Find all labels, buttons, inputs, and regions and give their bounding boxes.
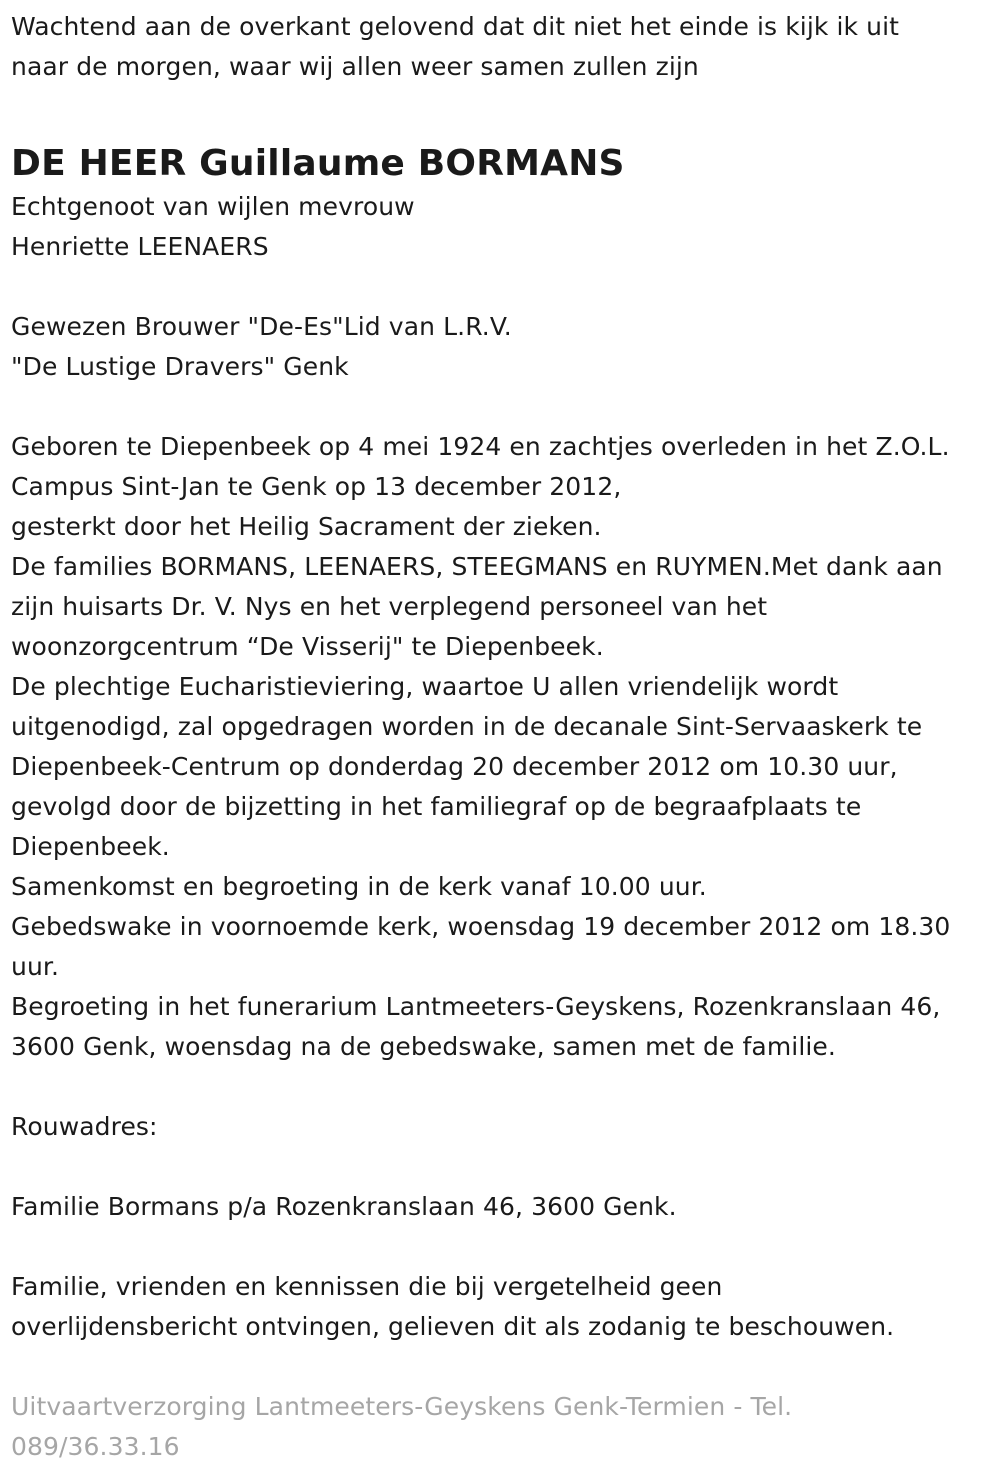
death-notice <box>11 7 996 1467</box>
body-line: gevolgd door de bijzetting in het familiegraf op de begraafplaats te <box>11 792 862 821</box>
motto-line: Wachtend aan de overkant gelovend dat dit niet het einde is kijk ik uit <box>11 12 900 41</box>
body-line: Diepenbeek-Centrum op donderdag 20 december 2012 om 10.30 uur, <box>11 752 898 781</box>
body-line: Begroeting in het funerarium Lantmeeters-Geyskens, Rozenkranslaan 46, <box>11 992 941 1021</box>
closing-line: overlijdensbericht ontvingen, gelieven dit als zodanig te beschouwen. <box>11 1312 895 1341</box>
motto <box>11 7 996 87</box>
body-line: Geboren te Diepenbeek op 4 mei 1924 en zachtjes overleden in het Z.O.L. <box>11 432 950 461</box>
funeral-director-footer <box>11 1387 996 1467</box>
occupation-line: "De Lustige Dravers" Genk <box>11 352 349 381</box>
closing-note <box>11 1267 996 1347</box>
body-line: uur. <box>11 952 60 981</box>
spouse-line: Henriette LEENAERS <box>11 232 269 261</box>
body-line: Gebedswake in voornoemde kerk, woensdag 19 december 2012 om 18.30 <box>11 912 951 941</box>
body-text <box>11 427 996 1067</box>
footer-line: 089/36.33.16 <box>11 1432 180 1461</box>
body-line: Diepenbeek. <box>11 832 170 861</box>
footer-line: Uitvaartverzorging Lantmeeters-Geyskens Genk-Termien - Tel. <box>11 1392 793 1421</box>
rouwadres-label: Rouwadres: <box>11 1112 158 1141</box>
spouse-block <box>11 187 996 267</box>
body-line: De plechtige Eucharistieviering, waartoe U allen vriendelijk wordt <box>11 672 839 701</box>
body-line: 3600 Genk, woensdag na de gebedswake, samen met de familie. <box>11 1032 836 1061</box>
body-line: De families BORMANS, LEENAERS, STEEGMANS en RUYMEN.Met dank aan <box>11 552 943 581</box>
spacer <box>11 1347 996 1387</box>
body-line: Campus Sint-Jan te Genk op 13 december 2012, <box>11 472 622 501</box>
spacer <box>11 267 996 307</box>
body-line: gesterkt door het Heilig Sacrament der zieken. <box>11 512 602 541</box>
spacer <box>11 1147 996 1187</box>
occupation-line: Gewezen Brouwer "De-Es"Lid van L.R.V. <box>11 312 512 341</box>
body-line: woonzorgcentrum “De Visserij" te Diepenbeek. <box>11 632 604 661</box>
closing-line: Familie, vrienden en kennissen die bij vergetelheid geen <box>11 1272 723 1301</box>
body-line: zijn huisarts Dr. V. Nys en het verplegend personeel van het <box>11 592 768 621</box>
occupation-block <box>11 307 996 387</box>
body-line: Samenkomst en begroeting in de kerk vanaf 10.00 uur. <box>11 872 707 901</box>
spacer <box>11 1067 996 1107</box>
body-line: uitgenodigd, zal opgedragen worden in de decanale Sint-Servaaskerk te <box>11 712 923 741</box>
spouse-line: Echtgenoot van wijlen mevrouw <box>11 192 415 221</box>
spacer <box>11 1227 996 1267</box>
deceased-name: DE HEER Guillaume BORMANS <box>11 143 625 184</box>
rouwadres-address: Familie Bormans p/a Rozenkranslaan 46, 3600 Genk. <box>11 1192 677 1221</box>
spacer <box>11 387 996 427</box>
motto-line: naar de morgen, waar wij allen weer samen zullen zijn <box>11 52 699 81</box>
